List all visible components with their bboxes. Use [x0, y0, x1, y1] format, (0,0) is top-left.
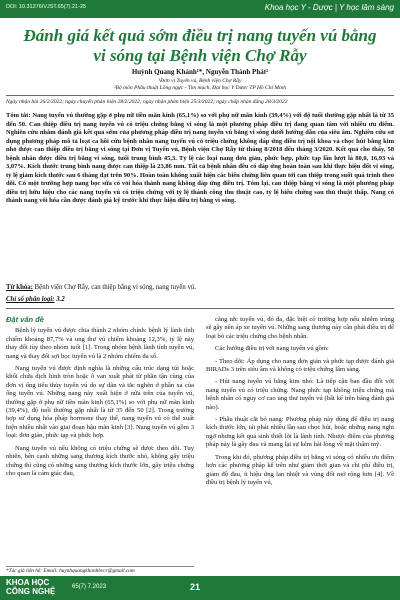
body-column-right: [206, 316, 394, 491]
journal-header-bar: [0, 0, 400, 18]
keywords-text: Bệnh viện Chợ Rẫy, can thiệp bằng vi sóng, nang tuyến vú.: [34, 284, 196, 291]
doi-text: DOI: 10.31276/VJST.65(7).21-25: [6, 4, 87, 10]
classification-value: 3.2: [56, 296, 65, 303]
journal-logo: [6, 578, 55, 596]
journal-footer-bar: [0, 576, 400, 600]
issue-number: 65(7) 7.2023: [72, 584, 107, 590]
paragraph: Các hướng điều trị với nang tuyến vú gồm:: [215, 345, 329, 353]
divider: [6, 95, 394, 96]
keywords-line: [6, 284, 394, 291]
submission-dates: Ngày nhận bài 26/2/2022; ngày chuyển phản biện 28/2/2022; ngày nhận phản biện 25/3/2022; ngày chấp nhận đăng 28/3/2022: [6, 99, 288, 105]
keywords-label: Từ khóa:: [6, 284, 33, 291]
divider: [6, 308, 394, 309]
page-number: 21: [190, 582, 201, 592]
paragraph: Nang tuyến vú nếu không có triệu chứng sẽ được theo dõi. Tuy nhiên, bên cạnh những sang thương kích thước nhỏ, không gây triệu chứng thì cũng có những sang thương kích thước lớn, gây triệu chứng cho quan là cảm giác đau,: [6, 444, 194, 477]
affiliation-2: ²Bộ môn Phẫu thuật Lồng ngực - Tim mạch, Đại học Y Dược TP Hồ Chí Minh: [114, 85, 286, 91]
paragraph: - Phẫu thuật cắt bỏ nang: Phương pháp này dùng để điều trị nang kích thước lớn, tái phát nhiều lần sau chọc hút, hoặc những nang nghi ngờ nhưng kết quả sinh thiết lõi là lành tính. Nhược điểm của phương pháp này là gây đau và mang lại sự kém hài lòng về mặt thẩm mỹ.: [206, 416, 394, 449]
section-heading: Đặt vấn đề: [6, 315, 44, 324]
paragraph: Nang tuyến vú được định nghĩa là những cấu trúc dạng túi hoặc khối chứa dịch hình tròn hoặc ô van xuất phát từ phần tận cùng của đơn vị ống tiểu thùy tuyến vú do sự dãn và tắc nghẽn ở phần xa của ống tuyến vú. Những nang này xuất hiện ở nữa trên của tuyến vú, thường gặp ở phụ nữ tiền mãn kinh (65,1%) so với phụ nữ mãn kinh (39,4%), độ tuổi thường gặp nhất là từ 35 đến 50 [2]. Trong trường hợp sử dụng hóa pháp hormone thay thế, nang tuyến vú có thể xuất hiện nhiều nhất vào giai đoạn hậu mãn kinh [3]. Nang tuyến vú gồm 3 loại: đơn giản, phức tạp và phức hợp.: [6, 365, 194, 440]
journal-section-title: Khoa học Y - Dược | Y học lâm sàng: [264, 3, 394, 12]
article-title: Đánh giá kết quả sớm điều trị nang tuyến vú bằng vi sóng tại Bệnh viện Chợ Rẫy: [23, 26, 377, 65]
abstract-block: [6, 112, 394, 206]
logo-line: CÔNG NGHỆ: [6, 587, 56, 596]
paragraph: căng tức tuyến vú, đó đa, đặc biệt có trường hợp nếu nhiễm trùng sẽ gây nên áp xe tuyến vú. Những sang thương này cần phải điều trị để loại bỏ các triệu chứng cho bệnh nhân.: [206, 316, 394, 340]
abstract-label: Tóm tắt:: [6, 112, 31, 119]
classification-label: Chỉ số phân loại:: [6, 296, 55, 303]
body-column-left: [6, 316, 194, 482]
classification-line: [6, 296, 65, 303]
abstract-text: Nang tuyến vú thường gặp ở phụ nữ tiền mãn kinh (65,1%) so với phụ nữ mãn kinh (39,4%) với độ tuổi thường gặp nhất là từ 35 đến 50. Can thiệp điều trị nang tuyến vú có triệu chứng bằng vi sóng là một phương pháp điều trị đang quan tâm với nhiều ưu điểm. Nghiên cứu nhằm đánh giá kết quả sớm của phương pháp điều trị nang tuyến vú bằng vi sóng dưới hướng dẫn của siêu âm. Nghiên cứu sử dụng phương pháp mô tả loạt ca hồi cứu bệnh nhân nang tuyến vú có triệu chứng không đáp ứng điều trị nội khoa và chọc hút bằng kim nhỏ được can thiệp điều trị bằng vi sóng tại Đơn vị Tuyến vú, Bệnh viện Chợ Rẫy từ tháng 8/2018 đến tháng 3/2020. Kết quả cho thấy, 58 bệnh nhân được điều trị bằng vi sóng, tuổi trung bình 45,3. Tỷ lệ các loại nang đơn giản, phức hợp, phức tạp lần lượt là 80,0, 16,93 và 3,07%. Kích thước trung bình nang được can thiệp là 23,86 mm. Tất cả bệnh nhân đều có đáp ứng hoàn toàn sau khi thực hiện đốt vi sóng, tỷ lệ giảm kích thước sau 6 tháng đạt trên 90%. Hoàn toàn không xuất hiện các biến chứng liên quan tới can thiệp trong suốt quá trình theo dõi. Có một trường hợp nang bọc sữa có vỏi hóa thành nang không đáp ứng điều trị. Tóm lại, can thiệp bằng vi sóng là một phương pháp điều trị hữu hiệu cho các nang tuyến vú có triệu chứng với tỷ lệ thành công thu thuật cao, tỷ lệ biến chứng sau thủ thuật thấp. Nang có thành nang vôi hóa cần được đánh giá kỹ trước khi thực hiện điều trị bằng vi sóng.: [6, 112, 395, 204]
paragraph: Bệnh lý tuyến vú được chia thành 2 nhóm chính: bệnh lý lành tính chiếm khoảng 87,7% và ung thư vú chiếm khoảng 12,3%, tỷ lệ này thay đổi tùy theo nhóm tuổi [1]. Trong nhóm bệnh lành tính tuyến vú, nang và thay đổi sợi bọc tuyến vú là 2 nhóm chiếm đa số.: [6, 327, 194, 360]
paragraph: - Hút nang tuyến vú bằng kim nhỏ: Là tiếp cận ban đầu đối với nang tuyến vú có triệu chứng. Nang phức tạp không triệu chứng mà bệnh nhân có nguy cơ cao ung thư tuyến vú (bất kể trên bảng đánh giá nào).: [206, 378, 394, 411]
affiliation-1: ¹Đơn vị Tuyến vú, Bệnh viện Chợ Rẫy: [158, 78, 242, 84]
paragraph: Trong khi đó, phương pháp điều trị bằng vi sóng có nhiều ưu điểm hơn các phương pháp kể trên như giảm thời gian và chi phí điều trị, giảm độ đau, ít hiệu ứng lan nhiệt và vùng đốt mở rộng hơn [4]. Về điều trị bệnh lý tuyến vú,: [206, 453, 394, 486]
paragraph: - Theo dõi: Áp dụng cho nang đơn giản và phức tạp được đánh giá BIRADs 3 trên siêu âm và không có triệu chứng lâm sàng.: [206, 357, 394, 374]
corresponding-author-footnote: *Tác giả liên hệ: Email: huynhquangkhanhbvcr@gmail.com: [6, 566, 194, 574]
logo-line: KHOA HỌC: [6, 578, 50, 587]
article-authors: Huỳnh Quang Khánh¹*, Nguyễn Thành Phát²: [131, 68, 269, 76]
